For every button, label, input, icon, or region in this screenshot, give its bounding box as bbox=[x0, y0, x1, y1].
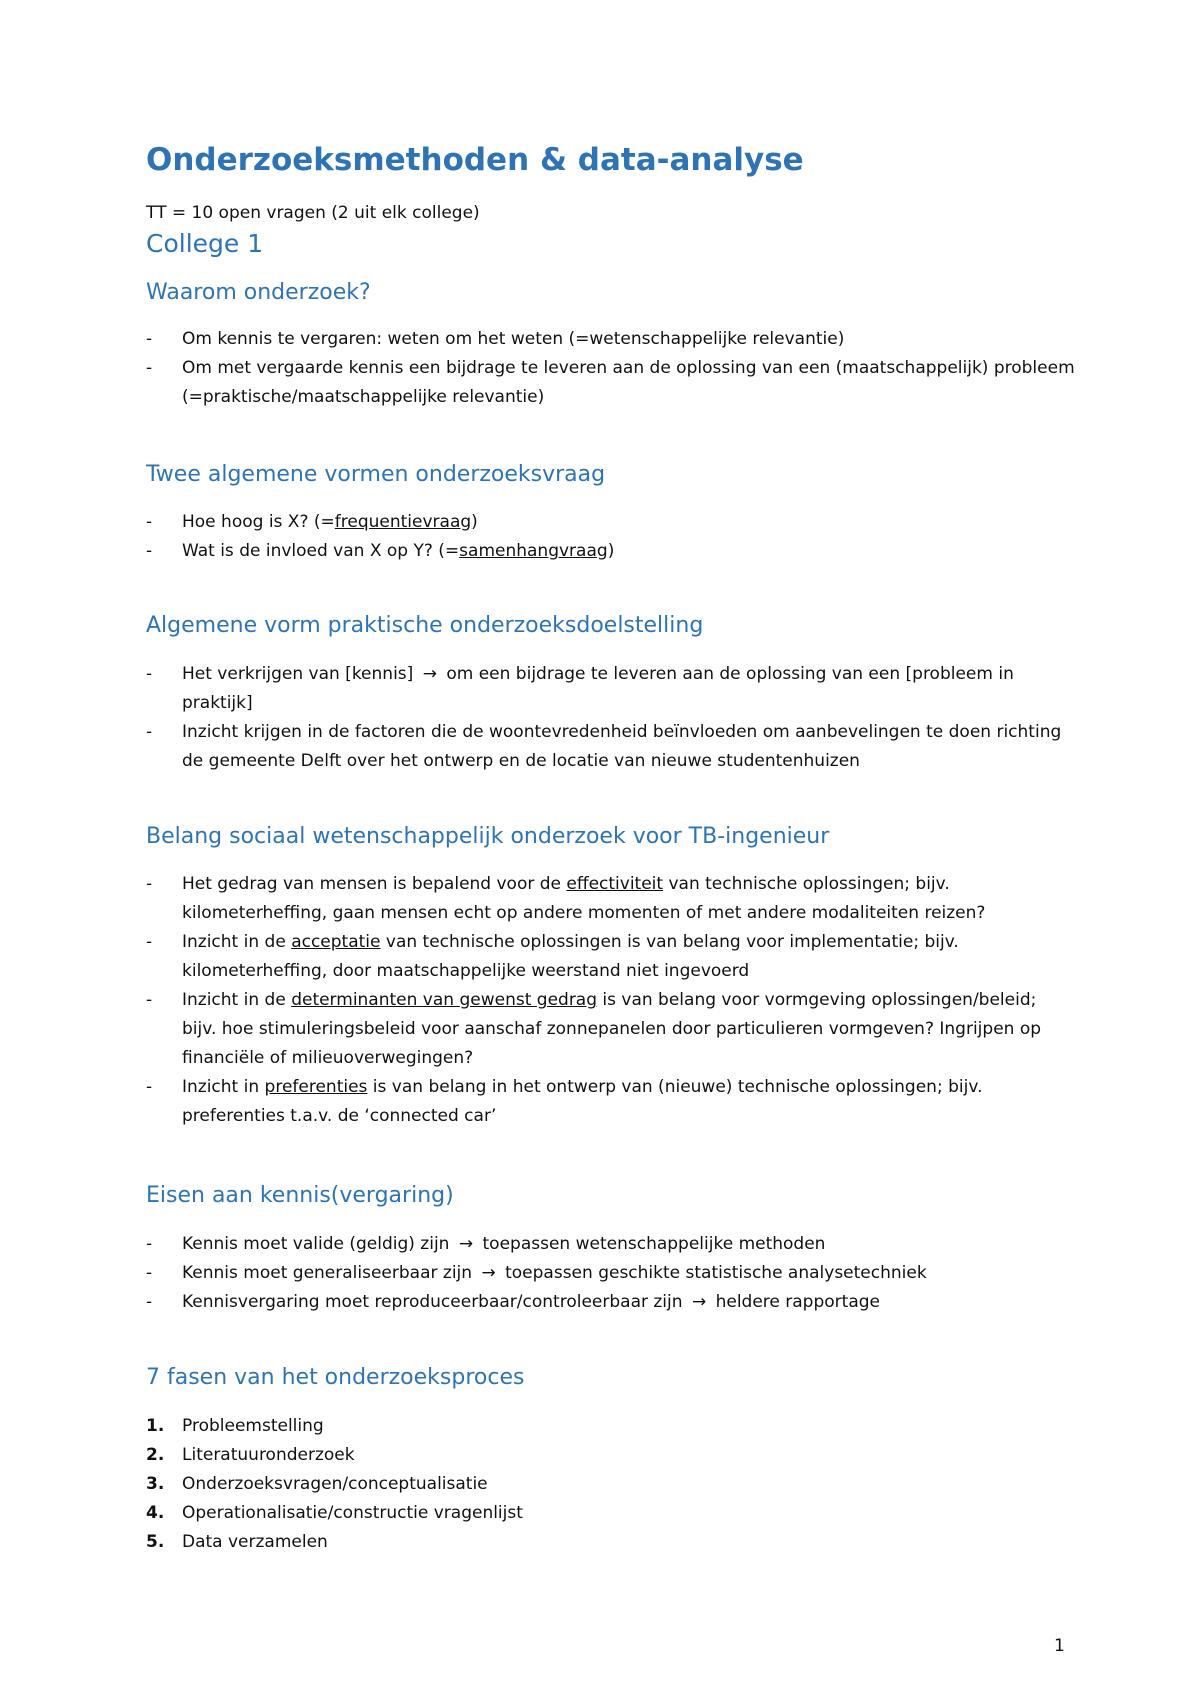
heading-waarom-onderzoek: Waarom onderzoek? bbox=[146, 280, 371, 305]
text: Het verkrijgen van [kennis] bbox=[182, 664, 414, 684]
underlined-term: acceptatie bbox=[291, 932, 381, 952]
list-item bbox=[146, 928, 1076, 986]
text: toepassen wetenschappelijke methoden bbox=[482, 1234, 826, 1254]
arrow-icon: → bbox=[422, 664, 437, 684]
text: heldere rapportage bbox=[715, 1292, 880, 1312]
list-item bbox=[146, 870, 1076, 928]
document-title: Onderzoeksmethoden & data-analyse bbox=[146, 142, 804, 178]
list-eisen bbox=[146, 1230, 1076, 1317]
text: ) bbox=[607, 541, 615, 561]
heading-eisen-kennis: Eisen aan kennis(vergaring) bbox=[146, 1183, 454, 1208]
list-fasen bbox=[146, 1412, 1076, 1557]
arrow-icon: → bbox=[481, 1263, 496, 1283]
text: Kennis moet valide (geldig) zijn bbox=[182, 1234, 450, 1254]
text: Inzicht in de bbox=[182, 990, 292, 1010]
page-number: 1 bbox=[1054, 1636, 1065, 1656]
list-item: - Om kennis te vergaren: weten om het weten (=wetenschappelijke relevantie) bbox=[146, 325, 1076, 354]
list-item bbox=[146, 986, 1076, 1073]
text: is van belang in het ontwerp van (nieuwe) technische oplossingen; bijv. preferenties t.a.v. de ‘connected car’ bbox=[182, 1077, 983, 1126]
text: Het gedrag van mensen is bepalend voor de bbox=[182, 874, 567, 894]
list-waarom bbox=[146, 325, 1076, 412]
arrow-icon: → bbox=[691, 1292, 707, 1312]
text: is van belang voor vormgeving oplossingen/beleid; bijv. hoe stimuleringsbeleid voor aanschaf zonnepanelen door particulieren vormgeven? Ingrijpen op financiële of milieuoverwegingen? bbox=[182, 990, 1042, 1068]
list-item bbox=[146, 1259, 1076, 1288]
list-item: - Om met vergaarde kennis een bijdrage te leveren aan de oplossing van een (maatschappelijk) probleem (=praktische/maatschappelijke relevantie) bbox=[146, 354, 1076, 412]
underlined-term: samenhangvraag bbox=[459, 541, 608, 561]
heading-belang-onderzoek: Belang sociaal wetenschappelijk onderzoek voor TB-ingenieur bbox=[146, 824, 830, 849]
underlined-term: determinanten van gewenst gedrag bbox=[291, 990, 598, 1010]
list-item bbox=[146, 1412, 1076, 1441]
text: Literatuuronderzoek bbox=[182, 1445, 355, 1465]
arrow-icon: → bbox=[458, 1234, 474, 1254]
text: Kennis moet generaliseerbaar zijn bbox=[182, 1263, 473, 1283]
text: Data verzamelen bbox=[182, 1532, 328, 1552]
heading-onderzoeksdoelstelling: Algemene vorm praktische onderzoeksdoelstelling bbox=[146, 613, 704, 638]
text: ) bbox=[471, 512, 478, 532]
list-belang bbox=[146, 870, 1076, 1131]
text: toepassen geschikte statistische analysetechniek bbox=[505, 1263, 927, 1283]
list-item bbox=[146, 1470, 1076, 1499]
underlined-term: frequentievraag bbox=[334, 512, 472, 532]
list-number: 3. bbox=[146, 1474, 165, 1494]
text: Onderzoeksvragen/conceptualisatie bbox=[182, 1474, 488, 1494]
list-number: 4. bbox=[146, 1503, 165, 1523]
underlined-term: preferenties bbox=[264, 1077, 368, 1097]
heading-fasen-onderzoeksproces: 7 fasen van het onderzoeksproces bbox=[146, 1365, 525, 1390]
list-number: 1. bbox=[146, 1416, 165, 1436]
text: Probleemstelling bbox=[182, 1416, 324, 1436]
list-item bbox=[146, 1288, 1076, 1317]
list-item bbox=[146, 1230, 1076, 1259]
text: Hoe hoog is X? (= bbox=[182, 512, 335, 532]
intro-text: TT = 10 open vragen (2 uit elk college) bbox=[146, 203, 480, 223]
college-heading: College 1 bbox=[146, 229, 264, 258]
text: van technische oplossingen; bijv. kilometerheffing, gaan mensen echt op andere momenten of met andere modaliteiten reizen? bbox=[182, 874, 986, 923]
list-number: 2. bbox=[146, 1445, 165, 1465]
text: Wat is de invloed van X op Y? (= bbox=[182, 541, 460, 561]
text: Operationalisatie/constructie vragenlijst bbox=[182, 1503, 523, 1523]
text: Inzicht in bbox=[182, 1077, 265, 1097]
text: Kennisvergaring moet reproduceerbaar/controleerbaar zijn bbox=[182, 1292, 683, 1312]
underlined-term: effectiviteit bbox=[566, 874, 664, 894]
list-vormen bbox=[146, 508, 1076, 566]
list-item bbox=[146, 1528, 1076, 1557]
heading-vormen-onderzoeksvraag: Twee algemene vormen onderzoeksvraag bbox=[146, 462, 606, 487]
list-item bbox=[146, 1499, 1076, 1528]
list-item bbox=[146, 660, 1076, 718]
list-item bbox=[146, 1073, 1076, 1131]
list-item bbox=[146, 537, 1076, 566]
list-item: - Inzicht krijgen in de factoren die de woontevredenheid beïnvloeden om aanbevelingen te doen richting de gemeente Delft over het ontwerp en de locatie van nieuwe studentenhuizen bbox=[146, 718, 1076, 776]
list-item bbox=[146, 1441, 1076, 1470]
text: Inzicht in de bbox=[182, 932, 292, 952]
text: van technische oplossingen is van belang voor implementatie; bijv. kilometerheffing, door maatschappelijke weerstand niet ingevoerd bbox=[182, 932, 959, 981]
list-item bbox=[146, 508, 1076, 537]
text: om een bijdrage te leveren aan de oplossing van een [probleem in praktijk] bbox=[182, 664, 1014, 713]
list-number: 5. bbox=[146, 1532, 165, 1552]
list-doelstelling bbox=[146, 660, 1076, 776]
